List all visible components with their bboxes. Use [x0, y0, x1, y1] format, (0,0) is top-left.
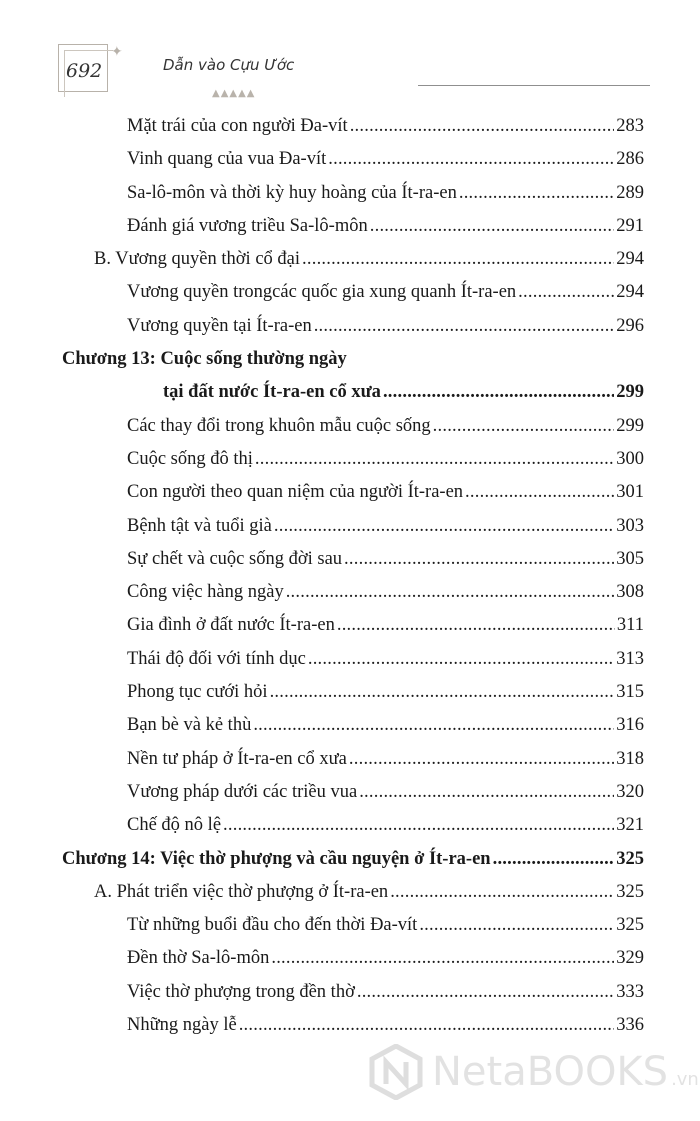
toc-page-number: 300 — [616, 448, 644, 469]
toc-row[interactable] — [94, 243, 644, 276]
toc-page-number: 305 — [616, 548, 644, 569]
toc-page-number: 294 — [616, 282, 644, 303]
toc-entry-title: Các thay đổi trong khuôn mẫu cuộc sống — [127, 415, 431, 436]
toc-page-number: 333 — [616, 981, 644, 1002]
toc-page-number: 325 — [616, 848, 644, 869]
dot-leader — [274, 510, 614, 543]
watermark-text: NetaBOOKS — [432, 1049, 669, 1095]
toc-entry-title: Đền thờ Sa-lô-môn — [127, 948, 270, 969]
watermark-suffix: .vn — [671, 1068, 699, 1090]
toc-entry-title: Bệnh tật và tuổi già — [127, 515, 272, 536]
dot-leader — [419, 909, 614, 942]
toc-page-number: 325 — [616, 915, 644, 936]
page-number: 692 — [66, 60, 103, 82]
dot-leader — [357, 976, 614, 1009]
dot-leader — [433, 410, 615, 443]
dot-leader — [383, 376, 614, 409]
toc-page-number: 301 — [616, 482, 644, 503]
dot-leader — [271, 942, 614, 975]
neta-logo-icon — [368, 1044, 424, 1100]
toc-chapter-row[interactable] — [163, 376, 644, 409]
header-ornament: ▲▲▲▲▲ — [212, 88, 256, 99]
dot-leader — [518, 276, 614, 309]
toc-page-number: 289 — [616, 182, 644, 203]
toc-row[interactable] — [127, 909, 644, 942]
dot-leader — [314, 310, 615, 343]
toc-entry-title: Những ngày lễ — [127, 1015, 237, 1036]
toc-entry-title: Nền tư pháp ở Ít-ra-en cổ xưa — [127, 748, 347, 769]
toc-row[interactable] — [127, 543, 644, 576]
toc-page-number: 316 — [616, 715, 644, 736]
toc-page-number: 299 — [616, 415, 644, 436]
toc-row[interactable] — [127, 443, 644, 476]
dot-leader — [465, 476, 614, 509]
dot-leader — [459, 177, 614, 210]
toc-entry-title: Chương 14: Việc thờ phượng và cầu nguyện ở Ít-ra-en — [62, 848, 491, 869]
toc-entry-title: Con người theo quan niệm của người Ít-ra-en — [127, 482, 464, 503]
toc-page-number: 308 — [616, 582, 644, 603]
toc-entry-title: Cuộc sống đô thị — [127, 448, 253, 469]
toc-page-number: 296 — [616, 315, 644, 336]
watermark — [368, 1032, 699, 1112]
toc-page-number: 313 — [616, 648, 644, 669]
dot-leader — [349, 743, 614, 776]
toc-row[interactable] — [127, 110, 644, 143]
toc-entry-title: Mặt trái của con người Đa-vít — [127, 116, 348, 136]
toc-chapter-row[interactable] — [62, 843, 644, 876]
toc-page-number: 299 — [616, 382, 644, 403]
dot-leader — [390, 876, 614, 909]
toc-entry-title: Vinh quang của vua Đa-vít — [127, 149, 327, 170]
dot-leader — [223, 809, 614, 842]
toc-entry-title: Sự chết và cuộc sống đời sau — [127, 548, 343, 569]
toc-row[interactable] — [127, 676, 644, 709]
toc-entry-title: Vương quyền trongcác quốc gia xung quanh Ít-ra-en — [127, 282, 517, 303]
toc-entry-title: Đánh giá vương triều Sa-lô-môn — [127, 215, 368, 236]
toc-entry-title: Gia đình ở đất nước Ít-ra-en — [127, 615, 335, 636]
toc-page-number: 329 — [616, 948, 644, 969]
toc-entry-title: Công việc hàng ngày — [127, 582, 284, 603]
toc-row[interactable] — [127, 609, 644, 642]
toc-entry-title: Thái độ đối với tính dục — [127, 648, 306, 669]
sparkle-icon: ✦ — [111, 44, 123, 60]
toc-entry-title: Bạn bè và kẻ thù — [127, 715, 252, 736]
toc-row[interactable] — [127, 809, 644, 842]
dot-leader — [328, 143, 614, 176]
toc-row[interactable] — [127, 976, 644, 1009]
toc-row[interactable] — [127, 210, 644, 243]
toc-page-number: 318 — [616, 748, 644, 769]
toc-entry-title: Vương pháp dưới các triều vua — [127, 781, 358, 802]
toc-page-number: 321 — [616, 815, 644, 836]
dot-leader — [308, 643, 614, 676]
toc-page-number: 294 — [616, 249, 644, 270]
toc-page-number: 325 — [616, 881, 644, 902]
page-number-box — [58, 44, 112, 94]
toc-entry-title: Việc thờ phượng trong đền thờ — [127, 981, 355, 1002]
toc-row[interactable] — [127, 776, 644, 809]
dot-leader — [255, 443, 614, 476]
dot-leader — [253, 709, 614, 742]
dot-leader — [286, 576, 615, 609]
toc-row[interactable] — [94, 876, 644, 909]
toc-row[interactable] — [127, 276, 644, 309]
dot-leader — [344, 543, 614, 576]
toc-entry-title: Vương quyền tại Ít-ra-en — [127, 315, 312, 336]
dot-leader — [370, 210, 615, 243]
dot-leader — [270, 676, 615, 709]
toc-row[interactable] — [127, 709, 644, 742]
toc-entry-title: Chế độ nô lệ — [127, 815, 222, 836]
chapter-title: Chương 13: Cuộc sống thường ngày — [62, 349, 347, 370]
toc-row[interactable] — [127, 476, 644, 509]
book-title: Dẫn vào Cựu Ước — [163, 56, 295, 74]
toc-row[interactable] — [127, 643, 644, 676]
toc-entry-title: A. Phát triển việc thờ phượng ở Ít-ra-en — [94, 881, 389, 902]
toc-row[interactable] — [127, 510, 644, 543]
dot-leader — [337, 609, 615, 642]
toc-row[interactable] — [127, 410, 644, 443]
dot-leader — [302, 243, 614, 276]
toc-entry-title: Phong tục cưới hỏi — [127, 682, 268, 703]
toc-page-number: 283 — [616, 116, 644, 136]
dot-leader — [493, 843, 615, 876]
dot-leader — [359, 776, 614, 809]
toc-page-number: 336 — [616, 1015, 644, 1036]
toc-page-number: 320 — [616, 781, 644, 802]
toc-entry-title: tại đất nước Ít-ra-en cổ xưa — [163, 382, 381, 403]
header-rule — [418, 85, 650, 86]
toc-entry-title: B. Vương quyền thời cổ đại — [94, 249, 301, 270]
toc-entry-title: Sa-lô-môn và thời kỳ huy hoàng của Ít-ra-en — [127, 182, 457, 203]
toc-row[interactable] — [127, 310, 644, 343]
toc-page-number: 291 — [616, 215, 644, 236]
toc-row[interactable] — [127, 177, 644, 210]
toc-row[interactable] — [127, 576, 644, 609]
table-of-contents — [0, 110, 700, 1042]
toc-row[interactable] — [127, 942, 644, 975]
dot-leader — [350, 110, 615, 143]
toc-page-number: 303 — [616, 515, 644, 536]
toc-entry-title: Từ những buổi đầu cho đến thời Đa-vít — [127, 915, 418, 936]
toc-page-number: 311 — [616, 615, 644, 636]
toc-row[interactable] — [127, 743, 644, 776]
toc-page-number: 286 — [616, 149, 644, 170]
toc-page-number: 315 — [616, 682, 644, 703]
toc-row[interactable] — [127, 143, 644, 176]
